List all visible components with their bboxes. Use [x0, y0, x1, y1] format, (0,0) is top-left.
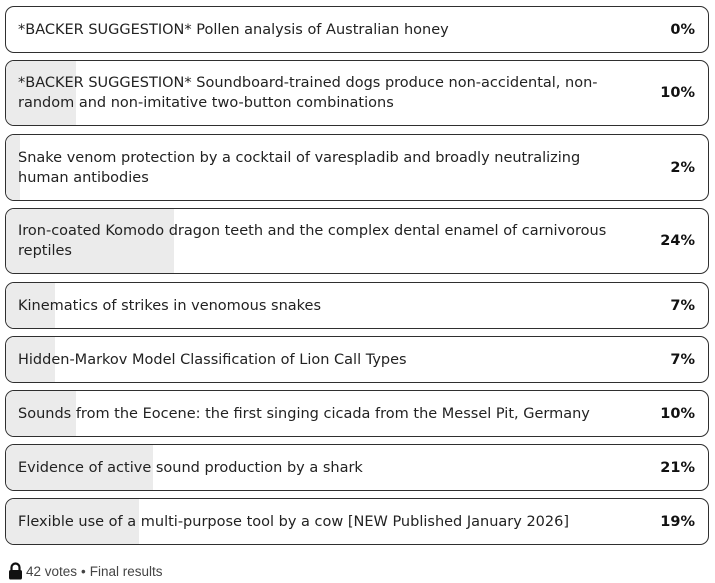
poll-option: [5, 6, 709, 53]
footer-separator: •: [81, 563, 86, 579]
poll-option-label: Flexible use of a multi-purpose tool by a cow [NEW Published January 2026]: [18, 513, 569, 530]
poll-option-percent: 7%: [670, 297, 695, 314]
poll-option-percent: 19%: [660, 513, 695, 530]
poll-option: [5, 208, 709, 274]
poll-option-label: Kinematics of strikes in venomous snakes: [18, 297, 322, 314]
poll-option-label: Sounds from the Eocene: the first singing cicada from the Messel Pit, Germany: [18, 405, 590, 422]
poll-option-percent: 10%: [660, 405, 695, 422]
poll-option: [5, 60, 709, 126]
poll-option: [5, 336, 709, 383]
poll-option-percent: 2%: [670, 159, 695, 176]
poll-option-label: Iron-coated Komodo dragon teeth and the complex dental enamel of carnivorous reptiles: [18, 223, 607, 259]
poll-option-percent: 24%: [660, 233, 695, 249]
poll-option: [5, 444, 709, 491]
poll-option-percent: 7%: [670, 351, 695, 368]
poll-option: [5, 282, 709, 329]
poll-option: [5, 134, 709, 201]
poll-option-label: Evidence of active sound production by a shark: [18, 459, 363, 476]
poll-option-label: *BACKER SUGGESTION* Soundboard-trained dogs produce non-accidental, non-random and non-imitative two-button combinations: [18, 75, 598, 111]
poll-option-label: Snake venom protection by a cocktail of varespladib and broadly neutralizing human antibodies: [18, 149, 581, 186]
lock-icon: [8, 562, 23, 580]
poll-option-percent: 10%: [660, 85, 695, 101]
poll-option-label: *BACKER SUGGESTION* Pollen analysis of Australian honey: [18, 21, 449, 38]
poll-option-percent: 0%: [670, 21, 695, 38]
poll-option-label: Hidden-Markov Model Classification of Lion Call Types: [18, 351, 407, 368]
poll-option: [5, 498, 709, 545]
poll-footer: [8, 561, 163, 581]
results-status: Final results: [89, 563, 163, 579]
vote-count: 42 votes: [26, 563, 78, 579]
poll-option-percent: 21%: [660, 459, 695, 476]
poll-option: [5, 390, 709, 437]
